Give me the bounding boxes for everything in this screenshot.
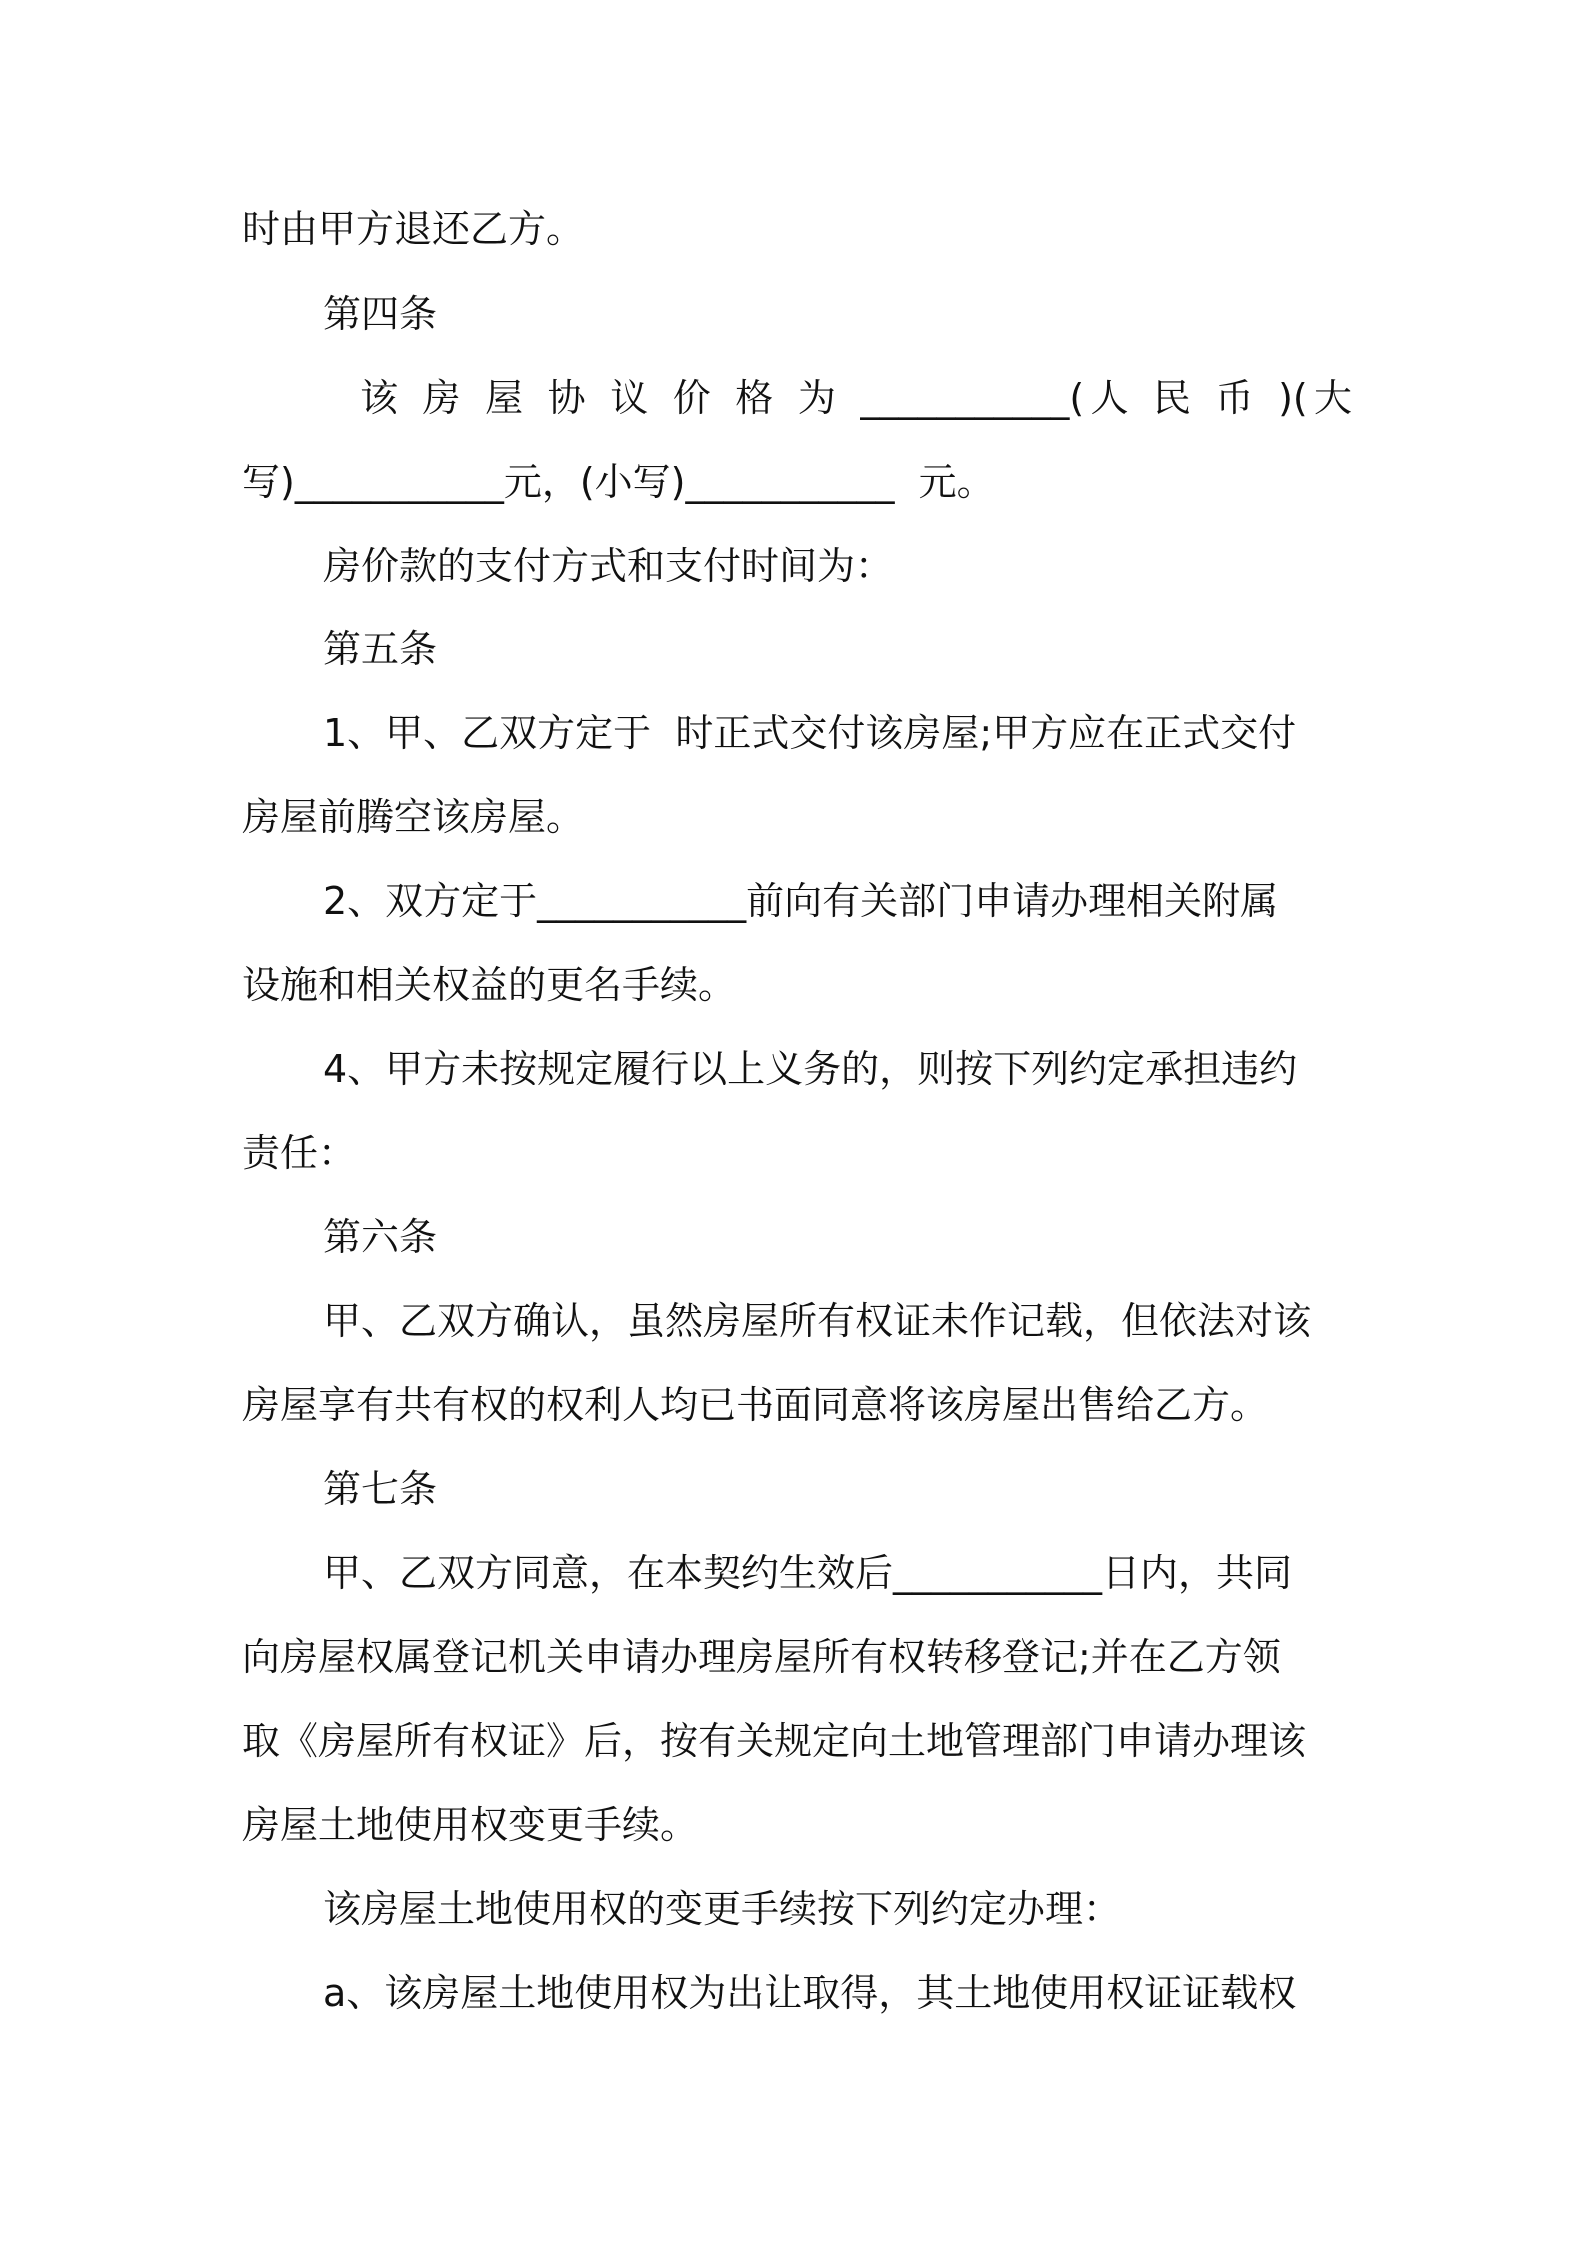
text-line: 房屋土地使用权变更手续。 <box>242 1803 699 1847</box>
article-heading: 第五条 <box>323 627 438 671</box>
article-heading: 第四条 <box>323 292 438 336</box>
text-line: 甲、乙双方确认，虽然房屋所有权证未作记载，但依法对该 <box>323 1299 1312 1343</box>
text-line: 责任： <box>242 1131 357 1175</box>
text-line: 房屋前腾空该房屋。 <box>242 795 585 839</box>
text-line: 1、甲、乙双方定于 时正式交付该房屋;甲方应在正式交付 <box>323 711 1297 755</box>
text-line: 房价款的支付方式和支付时间为： <box>323 544 894 588</box>
text-line: 取《房屋所有权证》后，按有关规定向土地管理部门申请办理该 <box>242 1719 1307 1763</box>
text-line: 房屋享有共有权的权利人均已书面同意将该房屋出售给乙方。 <box>242 1383 1269 1427</box>
text-line: 该 房 屋 协 议 价 格 为 ___________(人 民 币 )(大 <box>360 376 1352 420</box>
text-line: 设施和相关权益的更名手续。 <box>242 963 737 1007</box>
text-line: 该房屋土地使用权的变更手续按下列约定办理： <box>323 1887 1122 1931</box>
text-line: a、该房屋土地使用权为出让取得，其土地使用权证证载权 <box>323 1971 1297 2015</box>
text-line: 2、双方定于___________前向有关部门申请办理相关附属 <box>323 879 1279 923</box>
text-line: 向房屋权属登记机关申请办理房屋所有权转移登记;并在乙方领 <box>242 1635 1281 1679</box>
article-heading: 第六条 <box>323 1215 438 1259</box>
article-heading: 第七条 <box>323 1467 438 1511</box>
text-line: 时由甲方退还乙方。 <box>242 207 585 251</box>
text-line: 4、甲方未按规定履行以上义务的，则按下列约定承担违约 <box>323 1047 1298 1091</box>
text-line: 写)___________元，(小写)___________ 元。 <box>242 460 995 504</box>
text-line: 甲、乙双方同意，在本契约生效后___________日内，共同 <box>323 1551 1293 1595</box>
